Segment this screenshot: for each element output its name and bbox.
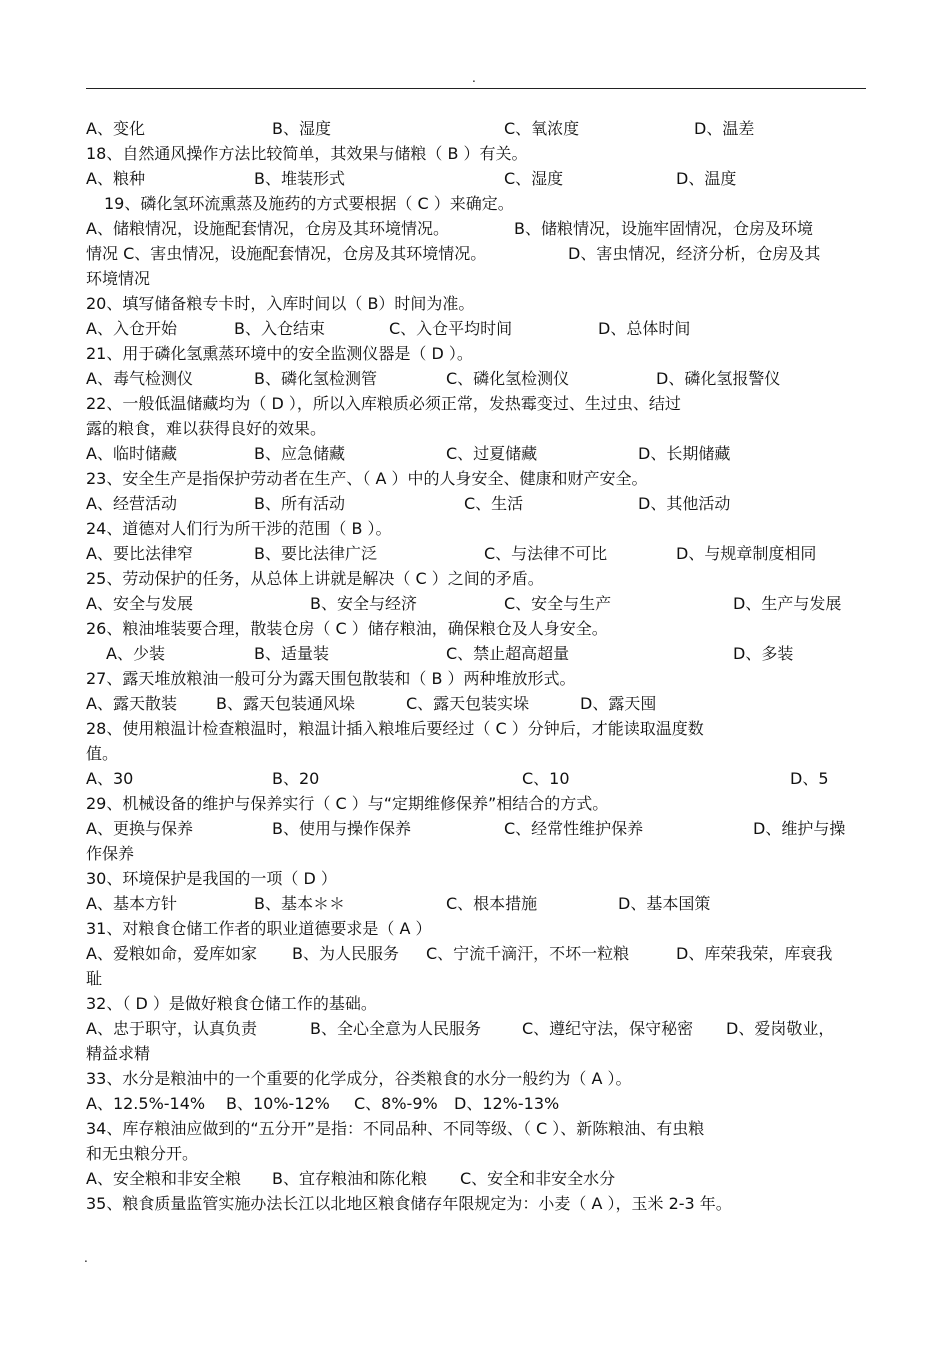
- question-text: 31、对粮食仓储工作者的职业道德要求是（ A ）: [86, 919, 432, 938]
- text-line: [86, 366, 866, 391]
- answer-option: B、储粮情况，设施牢固情况，仓房及环境: [514, 219, 813, 238]
- text-line: [86, 191, 866, 216]
- answer-option: D、12%-13%: [454, 1094, 560, 1113]
- text-line: [86, 241, 866, 266]
- text-line: [86, 691, 866, 716]
- answer-option: A、临时储藏: [86, 444, 177, 463]
- question-text: 22、一般低温储藏均为（ D ），所以入库粮质必须正常，发热霉变过、生过虫、结过: [86, 394, 681, 413]
- answer-option: C、宁流千滴汗，不坏一粒粮: [426, 944, 630, 963]
- question-text: 作保养: [86, 844, 135, 863]
- text-line: [86, 266, 866, 291]
- text-line: [86, 941, 866, 966]
- question-text: 33、水分是粮油中的一个重要的化学成分，谷类粮食的水分一般约为（ A ）。: [86, 1069, 632, 1088]
- answer-option: C、根本措施: [446, 894, 538, 913]
- answer-option: D、其他活动: [638, 494, 731, 513]
- answer-option: B、适量装: [254, 644, 329, 663]
- text-line: [86, 566, 866, 591]
- answer-option: D、5: [790, 769, 829, 788]
- text-line: [86, 916, 866, 941]
- answer-option: D、多装: [733, 644, 794, 663]
- answer-option: A、更换与保养: [86, 819, 193, 838]
- answer-option: A、忠于职守，认真负责: [86, 1019, 257, 1038]
- answer-option: B、宜存粮油和陈化粮: [272, 1169, 427, 1188]
- answer-option: C、湿度: [504, 169, 564, 188]
- answer-option: B、要比法律广泛: [254, 544, 377, 563]
- answer-option: B、基本＊＊: [254, 894, 345, 913]
- text-line: [86, 1016, 866, 1041]
- answer-option: A、安全粮和非安全粮: [86, 1169, 241, 1188]
- question-text: 32、（ D ）是做好粮食仓储工作的基础。: [86, 994, 377, 1013]
- answer-option: 情况 C、害虫情况，设施配套情况，仓房及其环境情况。: [86, 244, 487, 263]
- text-line: [86, 741, 866, 766]
- answer-option: D、维护与操: [753, 819, 846, 838]
- answer-option: B、为人民服务: [292, 944, 399, 963]
- text-line: [86, 716, 866, 741]
- text-line: [86, 666, 866, 691]
- question-text: 精益求精: [86, 1044, 151, 1063]
- question-text: 29、机械设备的维护与保养实行（ C ）与“定期维修保养”相结合的方式。: [86, 794, 609, 813]
- question-text: 30、环境保护是我国的一项（ D ）: [86, 869, 337, 888]
- answer-option: A、粮种: [86, 169, 145, 188]
- answer-option: D、生产与发展: [733, 594, 842, 613]
- answer-option: B、所有活动: [254, 494, 345, 513]
- answer-option: D、温度: [676, 169, 737, 188]
- text-line: [86, 291, 866, 316]
- question-list: [86, 116, 866, 1216]
- answer-option: D、害虫情况，经济分析，仓房及其: [568, 244, 821, 263]
- answer-option: C、安全与生产: [504, 594, 612, 613]
- answer-option: C、10: [522, 769, 570, 788]
- question-text: 18、自然通风操作方法比较简单，其效果与储粮（ B ）有关。: [86, 144, 528, 163]
- text-line: [86, 516, 866, 541]
- answer-option: A、12.5%-14%: [86, 1094, 206, 1113]
- text-line: [86, 441, 866, 466]
- text-line: [86, 116, 866, 141]
- text-line: [86, 541, 866, 566]
- header-mark: .: [472, 71, 476, 85]
- question-text: 20、填写储备粮专卡时，入库时间以（ B）时间为准。: [86, 294, 475, 313]
- question-text: 24、道德对人们行为所干涉的范围（ B ）。: [86, 519, 392, 538]
- text-line: [86, 766, 866, 791]
- text-line: [86, 1166, 866, 1191]
- answer-option: A、经营活动: [86, 494, 177, 513]
- question-text: 23、安全生产是指保护劳动者在生产、（ A ）中的人身安全、健康和财产安全。: [86, 469, 648, 488]
- text-line: [86, 891, 866, 916]
- answer-option: D、长期储藏: [638, 444, 731, 463]
- answer-option: D、总体时间: [598, 319, 691, 338]
- text-line: [86, 816, 866, 841]
- answer-option: C、过夏储藏: [446, 444, 538, 463]
- text-line: [86, 641, 866, 666]
- text-line: [86, 141, 866, 166]
- text-line: [86, 1191, 866, 1216]
- text-line: [86, 791, 866, 816]
- question-text: 25、劳动保护的任务，从总体上讲就是解决（ C ）之间的矛盾。: [86, 569, 544, 588]
- question-text: 26、粮油堆装要合理，散装仓房（ C ）储存粮油，确保粮仓及人身安全。: [86, 619, 608, 638]
- question-text: 环境情况: [86, 269, 151, 288]
- text-line: [86, 1116, 866, 1141]
- answer-option: B、全心全意为人民服务: [310, 1019, 481, 1038]
- question-text: 35、粮食质量监管实施办法长江以北地区粮食储存年限规定为：小麦（ A ），玉米 2-3 年。: [86, 1194, 732, 1213]
- answer-option: C、入仓平均时间: [389, 319, 513, 338]
- text-line: [86, 591, 866, 616]
- answer-option: B、湿度: [272, 119, 331, 138]
- text-line: [86, 391, 866, 416]
- answer-option: A、爱粮如命，爱库如家: [86, 944, 257, 963]
- answer-option: D、库荣我荣，库衰我: [676, 944, 833, 963]
- answer-option: D、基本国策: [618, 894, 711, 913]
- answer-option: B、堆装形式: [254, 169, 345, 188]
- answer-option: C、遵纪守法，保守秘密: [522, 1019, 694, 1038]
- header-rule: [86, 88, 866, 89]
- answer-option: A、入仓开始: [86, 319, 177, 338]
- answer-option: C、经常性维护保养: [504, 819, 644, 838]
- answer-option: D、露天囤: [580, 694, 657, 713]
- answer-option: A、储粮情况，设施配套情况，仓房及其环境情况。: [86, 219, 449, 238]
- answer-option: D、与规章制度相同: [676, 544, 817, 563]
- answer-option: A、露天散装: [86, 694, 177, 713]
- question-text: 19、磷化氢环流熏蒸及施药的方式要根据（ C ）来确定。: [104, 194, 514, 213]
- question-text: 值。: [86, 744, 119, 763]
- answer-option: A、基本方针: [86, 894, 177, 913]
- answer-option: C、8%-9%: [354, 1094, 438, 1113]
- text-line: [86, 966, 866, 991]
- answer-option: C、露天包装实垛: [406, 694, 530, 713]
- answer-option: A、安全与发展: [86, 594, 193, 613]
- answer-option: B、安全与经济: [310, 594, 417, 613]
- question-text: 28、使用粮温计检查粮温时，粮温计插入粮堆后要经过（ C ）分钟后，才能读取温度数: [86, 719, 704, 738]
- text-line: [86, 991, 866, 1016]
- text-line: [86, 416, 866, 441]
- text-line: [86, 216, 866, 241]
- question-text: 34、库存粮油应做到的“五分开”是指：不同品种、不同等级、（ C ）、新陈粮油、有虫粮: [86, 1119, 705, 1138]
- text-line: [86, 866, 866, 891]
- answer-option: B、入仓结束: [234, 319, 325, 338]
- answer-option: D、温差: [694, 119, 755, 138]
- text-line: [86, 491, 866, 516]
- answer-option: D、磷化氢报警仪: [656, 369, 781, 388]
- answer-option: C、禁止超高超量: [446, 644, 570, 663]
- text-line: [86, 1066, 866, 1091]
- question-text: 27、露天堆放粮油一般可分为露天围包散装和（ B ）两种堆放形式。: [86, 669, 576, 688]
- answer-option: B、20: [272, 769, 320, 788]
- text-line: [86, 341, 866, 366]
- answer-option: A、要比法律窄: [86, 544, 193, 563]
- answer-option: A、30: [86, 769, 134, 788]
- question-text: 和无虫粮分开。: [86, 1144, 199, 1163]
- answer-option: C、安全和非安全水分: [460, 1169, 616, 1188]
- answer-option: B、露天包装通风垛: [216, 694, 355, 713]
- text-line: [86, 1041, 866, 1066]
- question-text: 耻: [86, 969, 103, 988]
- text-line: [86, 316, 866, 341]
- text-line: [86, 1091, 866, 1116]
- answer-option: A、变化: [86, 119, 145, 138]
- answer-option: B、应急储藏: [254, 444, 345, 463]
- text-line: [86, 841, 866, 866]
- text-line: [86, 1141, 866, 1166]
- text-line: [86, 616, 866, 641]
- answer-option: A、毒气检测仪: [86, 369, 193, 388]
- question-text: 21、用于磷化氢熏蒸环境中的安全监测仪器是（ D ）。: [86, 344, 473, 363]
- answer-option: B、使用与操作保养: [272, 819, 411, 838]
- question-text: 露的粮食，难以获得良好的效果。: [86, 419, 327, 438]
- answer-option: B、磷化氢检测管: [254, 369, 377, 388]
- text-line: [86, 166, 866, 191]
- answer-option: C、与法律不可比: [484, 544, 608, 563]
- answer-option: A、少装: [106, 644, 165, 663]
- answer-option: C、生活: [464, 494, 524, 513]
- text-line: [86, 466, 866, 491]
- answer-option: B、10%-12%: [226, 1094, 330, 1113]
- answer-option: C、磷化氢检测仪: [446, 369, 570, 388]
- footer-mark: .: [84, 1251, 88, 1265]
- answer-option: D、爱岗敬业，: [726, 1019, 835, 1038]
- answer-option: C、氧浓度: [504, 119, 580, 138]
